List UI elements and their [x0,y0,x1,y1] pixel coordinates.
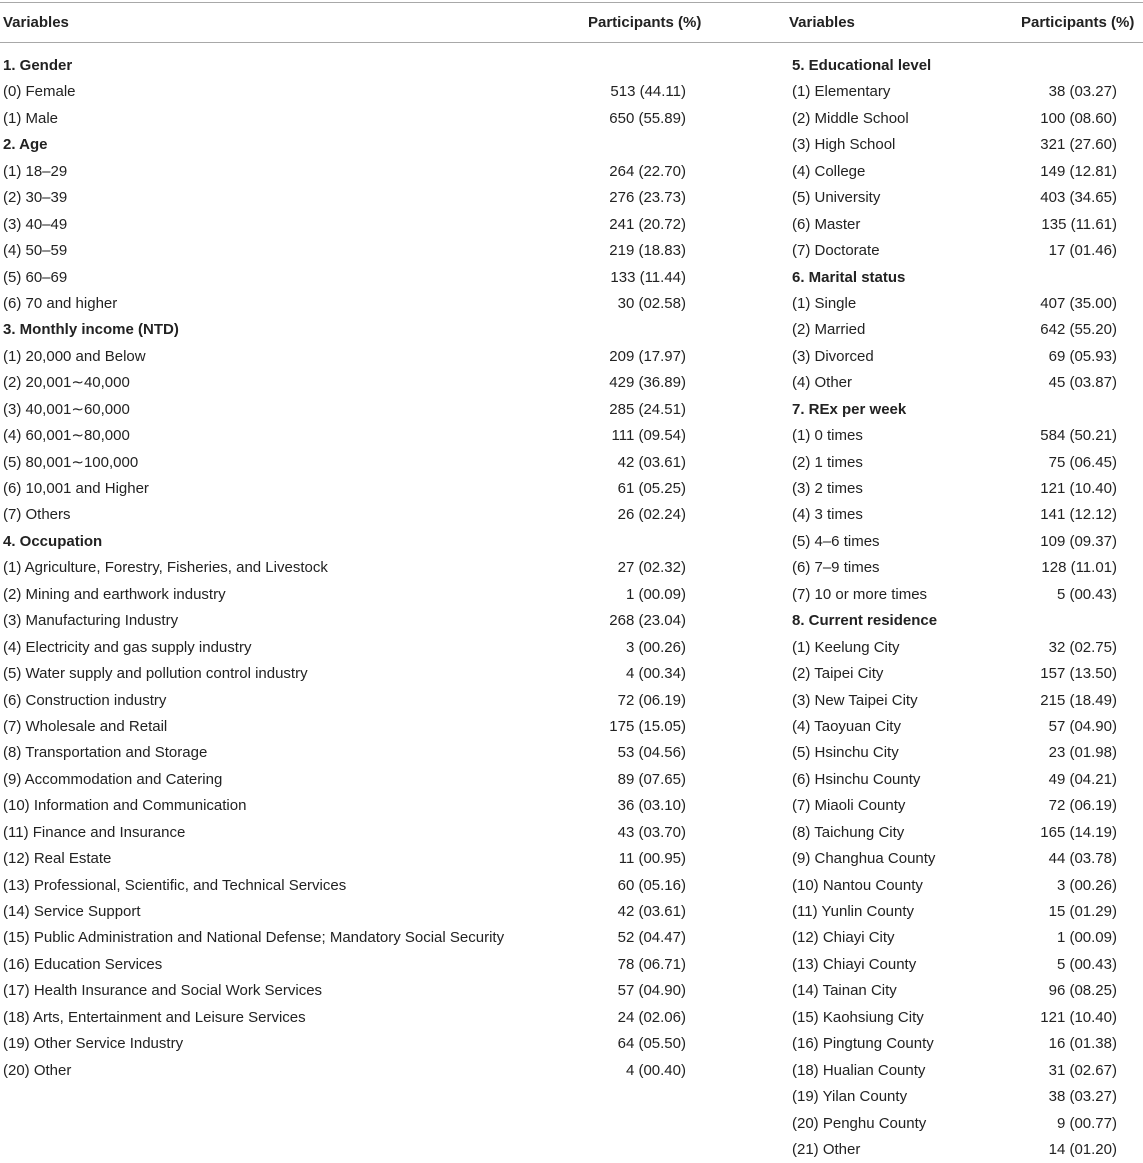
participants-value: 38 (03.27) [1048,83,1117,101]
table-row [0,344,700,370]
header-variables-left: Variables [3,14,69,31]
table-row [0,502,700,528]
table-row [0,238,700,264]
section-heading-row [789,53,1117,79]
participants-value: 149 (12.81) [1040,162,1117,180]
table-row [0,608,700,634]
participants-value: 100 (08.60) [1040,109,1117,127]
table-row [0,370,700,396]
table-row [0,555,700,581]
table-row [0,185,700,211]
participants-value: 42 (03.61) [617,903,686,920]
participants-value: 5 (00.43) [1056,955,1117,973]
variable-label: (4) 50–59 [3,242,68,260]
table-row [789,873,1117,899]
variable-label: (8) Taichung City [792,823,905,841]
table-row [0,925,700,951]
table-row [789,925,1117,951]
table-header [0,12,1143,34]
variable-label: (3) Divorced [792,347,874,365]
table-row [0,714,700,740]
section-heading-row [0,317,700,343]
participants-value: 32 (02.75) [1048,638,1117,656]
table-row [0,899,700,925]
variable-label: (1) Single [792,294,857,312]
left-table-column [0,53,700,1084]
variable-label: (5) Water supply and pollution control industry [3,665,308,683]
section-heading: 7. REx per week [792,400,907,418]
participants-value: 5 (00.43) [1056,585,1117,603]
participants-value: 16 (01.38) [1048,1035,1117,1053]
variable-label: (9) Changhua County [792,850,936,868]
participants-value: 72 (06.19) [617,691,686,709]
table-row [789,1137,1117,1163]
variable-label: (15) Kaohsiung City [792,1008,924,1026]
participants-value: 135 (11.61) [1041,215,1117,233]
table-row [789,185,1117,211]
table-row [0,397,700,423]
participants-value: 3 (00.26) [625,638,686,656]
participants-value: 141 (12.12) [1040,506,1117,524]
variable-label: (20) Other [3,1061,72,1079]
table-row [789,899,1117,925]
variable-label: (4) 3 times [792,506,863,524]
variable-label: (11) Finance and Insurance [3,823,186,841]
participants-value: 264 (22.70) [609,162,686,180]
table-row [789,370,1117,396]
header-bottom-rule [0,42,1143,43]
participants-value: 215 (18.49) [1040,691,1117,709]
table-row [789,846,1117,872]
section-heading-row [789,608,1117,634]
participants-value: 241 (20.72) [609,215,686,233]
section-heading: 1. Gender [3,57,73,74]
variable-label: (2) 20,001∼40,000 [3,374,130,392]
participants-value: 109 (09.37) [1040,532,1117,550]
variable-label: (4) 60,001∼80,000 [3,427,130,445]
participants-value: 15 (01.29) [1048,903,1117,920]
variable-label: (3) 40–49 [3,215,68,233]
participants-value: 30 (02.58) [617,294,686,312]
table-row [789,820,1117,846]
participants-value: 219 (18.83) [609,242,686,260]
variable-label: (18) Arts, Entertainment and Leisure Services [3,1008,306,1026]
table-row [0,846,700,872]
section-heading: 6. Marital status [792,268,906,286]
participants-value: 584 (50.21) [1040,427,1117,445]
table-row [789,793,1117,819]
variable-label: (3) New Taipei City [792,691,918,709]
section-heading-row [0,53,700,79]
table-row [789,952,1117,978]
participants-value: 1 (00.09) [1056,929,1117,947]
participants-value: 3 (00.26) [1056,876,1117,894]
variable-label: (4) Taoyuan City [792,717,901,735]
variable-label: (0) Female [3,83,76,101]
variable-label: (1) Elementary [792,83,891,101]
variable-label: (14) Service Support [3,903,141,920]
variable-label: (20) Penghu County [792,1114,927,1132]
variable-label: (1) Male [3,109,59,127]
table-row [789,740,1117,766]
table-row [789,1058,1117,1084]
participants-value: 49 (04.21) [1048,770,1117,788]
participants-value: 321 (27.60) [1040,136,1117,154]
table-row [0,212,700,238]
variable-label: (11) Yunlin County [792,903,915,920]
variable-label: (3) Manufacturing Industry [3,612,179,630]
participants-value: 38 (03.27) [1048,1088,1117,1106]
participants-value: 4 (00.34) [625,665,686,683]
table-row [0,291,700,317]
table-top-rule [0,2,1143,3]
variable-label: (6) Master [792,215,861,233]
table-row [0,767,700,793]
participants-value: 9 (00.77) [1056,1114,1117,1132]
table-row [789,476,1117,502]
variable-label: (2) 30–39 [3,189,68,207]
participants-value: 43 (03.70) [617,823,686,841]
participants-value: 52 (04.47) [617,929,686,947]
table-row [0,661,700,687]
variable-label: (13) Professional, Scientific, and Technical Services [3,876,347,894]
table-row [789,1031,1117,1057]
table-row [789,529,1117,555]
participants-value: 17 (01.46) [1048,242,1117,260]
section-heading: 3. Monthly income (NTD) [3,321,179,339]
section-heading-row [789,265,1117,291]
variable-label: (6) 70 and higher [3,294,118,312]
participants-value: 133 (11.44) [610,268,686,286]
variable-label: (2) Taipei City [792,665,884,683]
table-row [789,238,1117,264]
table-row [789,132,1117,158]
participants-value: 60 (05.16) [617,876,686,894]
table-row [0,688,700,714]
participants-value: 650 (55.89) [609,109,686,127]
variable-label: (10) Nantou County [792,876,923,894]
variable-label: (19) Yilan County [792,1088,908,1106]
participants-value: 23 (01.98) [1048,744,1117,762]
participants-value: 96 (08.25) [1048,982,1117,1000]
table-row [789,978,1117,1004]
table-row [789,423,1117,449]
table-row [789,555,1117,581]
table-row [0,450,700,476]
table-row [789,79,1117,105]
participants-value: 285 (24.51) [609,400,686,418]
table-row [0,79,700,105]
participants-value: 27 (02.32) [617,559,686,577]
participants-value: 276 (23.73) [609,189,686,207]
variable-label: (7) Doctorate [792,242,880,260]
participants-value: 31 (02.67) [1048,1061,1117,1079]
header-participants-right: Participants (%) [1021,14,1135,31]
table-row [0,635,700,661]
table-row [789,212,1117,238]
variable-label: (4) College [792,162,866,180]
table-row [789,450,1117,476]
section-heading: 8. Current residence [792,612,938,630]
table-row [789,767,1117,793]
variable-label: (18) Hualian County [792,1061,926,1079]
participants-value: 403 (34.65) [1040,189,1117,207]
table-row [0,476,700,502]
participants-value: 157 (13.50) [1040,665,1117,683]
participants-value: 57 (04.90) [617,982,686,1000]
participants-value: 72 (06.19) [1048,797,1117,815]
variable-label: (3) High School [792,136,896,154]
participants-value: 407 (35.00) [1040,294,1117,312]
participants-value: 61 (05.25) [617,480,686,497]
variable-label: (17) Health Insurance and Social Work Services [3,982,323,1000]
right-table-column [789,53,1117,1163]
table-row [0,159,700,185]
variable-label: (7) Miaoli County [792,797,906,815]
participants-value: 642 (55.20) [1040,321,1117,339]
variable-label: (12) Chiayi City [792,929,895,947]
participants-value: 121 (10.40) [1040,1008,1117,1026]
participants-value: 42 (03.61) [617,453,686,471]
table-row [789,1084,1117,1110]
participants-value: 36 (03.10) [617,797,686,815]
participants-value: 1 (00.09) [625,585,686,603]
participants-value: 429 (36.89) [609,374,686,392]
table-row [0,1005,700,1031]
table-row [0,978,700,1004]
variable-label: (16) Pingtung County [792,1035,934,1053]
participants-value: 11 (00.95) [618,850,686,868]
section-heading-row [0,529,700,555]
variable-label: (4) Other [792,374,853,392]
section-heading: 2. Age [3,136,48,154]
table-row [789,159,1117,185]
variable-label: (15) Public Administration and National Defense; Mandatory Social Security [3,929,505,947]
participants-value: 44 (03.78) [1048,850,1117,868]
variable-label: (10) Information and Communication [3,797,247,815]
participants-value: 128 (11.01) [1041,559,1117,577]
participants-value: 14 (01.20) [1048,1140,1117,1158]
table-row [0,265,700,291]
variable-label: (5) Hsinchu City [792,744,899,762]
table-row [789,106,1117,132]
table-row [0,582,700,608]
variable-label: (5) 4–6 times [792,532,880,550]
table-row [789,344,1117,370]
participants-value: 45 (03.87) [1048,374,1117,392]
table-row [0,1058,700,1084]
variable-label: (12) Real Estate [3,850,112,868]
table-row [789,317,1117,343]
participants-value: 69 (05.93) [1048,347,1117,365]
participants-value: 64 (05.50) [617,1035,686,1053]
table-row [789,688,1117,714]
header-variables-right: Variables [789,14,855,31]
section-heading: 4. Occupation [3,532,103,550]
header-participants-left: Participants (%) [588,14,702,31]
variable-label: (1) 0 times [792,427,863,445]
variable-label: (2) Married [792,321,866,339]
variable-label: (7) Wholesale and Retail [3,717,168,735]
table-row [789,661,1117,687]
participants-value: 78 (06.71) [617,955,686,973]
participants-value: 513 (44.11) [610,83,686,101]
variable-label: (6) 10,001 and Higher [3,480,149,497]
participants-value: 175 (15.05) [609,717,686,735]
participants-value: 24 (02.06) [617,1008,686,1026]
table-row [0,740,700,766]
variable-label: (3) 2 times [792,480,863,497]
participants-value: 89 (07.65) [617,770,686,788]
variable-label: (9) Accommodation and Catering [3,770,223,788]
variable-label: (7) 10 or more times [792,585,928,603]
table-row [0,952,700,978]
variable-label: (13) Chiayi County [792,955,917,973]
table-row [789,291,1117,317]
table-row [0,793,700,819]
table-row [789,635,1117,661]
variable-label: (1) Keelung City [792,638,900,656]
table-row [789,714,1117,740]
variable-label: (1) 20,000 and Below [3,347,146,365]
participants-value: 75 (06.45) [1048,453,1117,471]
variable-label: (6) 7–9 times [792,559,880,577]
variable-label: (8) Transportation and Storage [3,744,208,762]
section-heading: 5. Educational level [792,57,932,74]
variable-label: (6) Construction industry [3,691,167,709]
table-row [0,1031,700,1057]
table-row [789,1005,1117,1031]
variable-label: (1) Agriculture, Forestry, Fisheries, and Livestock [3,559,328,577]
participants-value: 26 (02.24) [617,506,686,524]
table-row [789,1111,1117,1137]
variable-label: (14) Tainan City [792,982,897,1000]
variable-label: (2) Middle School [792,109,909,127]
variable-label: (2) Mining and earthwork industry [3,585,226,603]
table-row [789,502,1117,528]
participants-value: 53 (04.56) [617,744,686,762]
table-row [0,106,700,132]
variable-label: (7) Others [3,506,71,524]
section-heading-row [0,132,700,158]
participants-value: 121 (10.40) [1040,480,1117,497]
participants-value: 209 (17.97) [609,347,686,365]
variable-label: (1) 18–29 [3,162,68,180]
table-row [0,873,700,899]
variable-label: (16) Education Services [3,955,163,973]
table-row [789,582,1117,608]
variable-label: (5) University [792,189,881,207]
variable-label: (5) 60–69 [3,268,68,286]
variable-label: (2) 1 times [792,453,863,471]
table-row [0,423,700,449]
variable-label: (4) Electricity and gas supply industry [3,638,252,656]
variable-label: (21) Other [792,1140,861,1158]
variable-label: (3) 40,001∼60,000 [3,400,130,418]
participants-value: 268 (23.04) [609,612,686,630]
participants-value: 4 (00.40) [625,1061,686,1079]
participants-value: 57 (04.90) [1048,717,1117,735]
variable-label: (19) Other Service Industry [3,1035,184,1053]
variable-label: (6) Hsinchu County [792,770,921,788]
section-heading-row [789,397,1117,423]
participants-value: 111 (09.54) [611,427,686,445]
table-row [0,820,700,846]
variable-label: (5) 80,001∼100,000 [3,453,139,471]
participants-value: 165 (14.19) [1040,823,1117,841]
